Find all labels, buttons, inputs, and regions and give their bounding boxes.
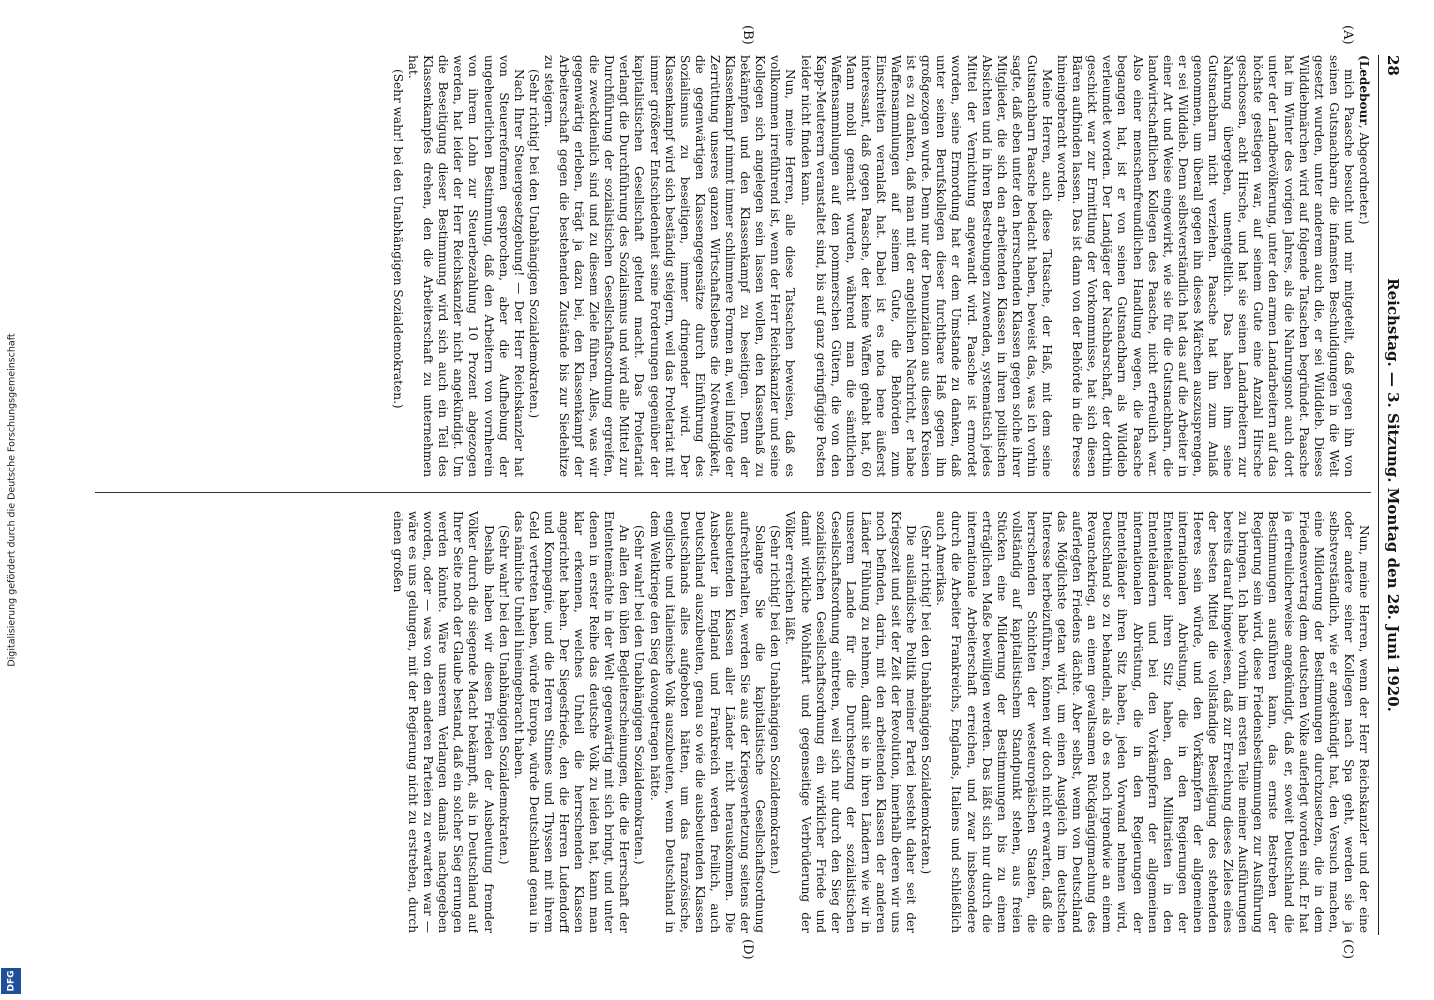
left-column-paragraph: (Sehr wahr! bei den Unabhängigen Sozialdemokraten.)	[391, 69, 405, 409]
rotated-page-content	[95, 25, 1405, 960]
margin-marker-d: (D)	[740, 939, 755, 960]
digitization-note: Digitalisierung gefördert durch die Deutsche Forschungsgemeinschaft	[6, 333, 18, 667]
speaker-name: (Ledebour	[1357, 55, 1371, 125]
header-rule	[1378, 55, 1379, 935]
right-column-paragraph: Deshalb haben wir diesen Frieden der Ausbeutung fremder Völker durch die siegende Macht bekämpft, als in Deutschland auf Ihrer Seite noch der Glaube bestand, daß ein solcher Sieg errungen werden könnte. Wäre unserem Verlangen damals nachgegeben worden, oder — was von den anderen Parteien zu erwarten war — wäre es uns gelungen, mit der Regierung nicht zu erstreben, durch einen großen	[391, 511, 496, 933]
margin-marker-a: (A)	[1340, 25, 1355, 45]
margin-marker-c: (C)	[1340, 939, 1355, 960]
right-column	[101, 511, 1371, 933]
column-divider	[95, 492, 1371, 493]
right-column-paragraph: (Sehr richtig! bei den Unabhängigen Sozialdemokraten.)	[768, 525, 783, 875]
left-column-paragraph: Nach Ihrer Steuergesetzgebung! — Der Herr Reichskanzler hat von Steuerreformen gesprochen, aber die Aufhebung der ungeheuerlichen Bestimmung, daß den Arbeitern von vornherein von ihrem Lohn zur Steuerbezahlung 10 Prozent abgezogen werden, hat leider der Herr Reichskanzler nicht angekündigt. Um die Beseitigung dieser Bestimmung wird sich auch ein Teil des Klassenkampfes drehen, den die Arbeiterschaft zu unternehmen hat.	[406, 55, 526, 477]
right-column-paragraph: (Sehr richtig! bei den Unabhängigen Sozialdemokraten.)	[919, 525, 934, 875]
left-column	[101, 55, 1371, 477]
left-column-paragraph: Meine Herren, auch diese Tatsache, der Haß, mit dem seine Gutsnachbarn Paasche bedacht haben, beweist das, was ich vorhin sagte, daß eben unter den herrschenden Klassen gegen solche ihrer Mitglieder, die sich den arbeitenden Klassen in ihren politischen Absichten und in ihren Bestrebungen zuwenden, systematisch jedes Mittel der Vernichtung angewandt wird. Paasche ist ermordet worden, seine Ermordung hat er dem Umstande zu danken, daß unter seinen Berufskollegen dieser furchtbare Haß gegen ihn großgezogen wurde. Denn nur der Denunziation aus diesen Kreisen ist es zu danken, daß man mit der angeblichen Nachricht, er habe Waffensammlungen auf seinem Gute, die Behörden zum Einschreiten veranlaßt hat. Dabei ist es nota bene äußerst interessant, daß gegen Paasche, der keine Waffen gehabt hat, 60 Mann mobil gemacht wurden, während man die sämtlichen Waffensammlungen auf den pommerschen Gütern, die von den Kapp-Meuterern veranstaltet sind, bis auf ganz geringfügige Posten leider nicht finden kann.	[798, 55, 1055, 477]
right-column-paragraph: Nun, meine Herren, wenn der Herr Reichskanzler und der eine oder andere seiner Kollegen nach Spa geht, werden sie ja selbstverständlich, wie er angekündigt hat, den Versuch machen, eine Milderung der Bestimmungen durchzusetzen, die in dem Friedensvertrag dem deutschen Volke auferlegt worden sind. Er hat ja erfreulicherweise angekündigt, daß er, soweit Deutschland die Bestimmungen ausführen kann, das ernste Bestreben der Regierung sein wird, diese Friedensbestimmungen zur Ausführung zu bringen. Ich habe vorhin im ersten Teile meiner Ausführungen bereits darauf hingewiesen, daß zur Erreichung dieses Zieles eines der besten Mittel die vollständige Beseitigung des stehenden Heeres sein würde, und den Vorkämpfern der allgemeinen internationalen Abrüstung, die in den Regierungen der Ententeländer ihren Sitz haben, den Militaristen in den Ententeländern und bei den Vorkämpfern der allgemeinen internationalen Abrüstung, die in den Regierungen der Ententeländer ihren Sitz haben, jeden Vorwand nehmen wird, Deutschland so zu behandeln, als ob es noch irgendwie an einem Revanchekrieg, an einem gewaltsamen Rückgängigmachung des auferlegten Friedens dächte. Aber selbst, wenn von Deutschland das Möglichste getan wird, um einen Ausgleich im deutschen Interesse herbeizuführen, können wir doch nicht erwarten, daß die herrschenden Schichten der westeuropäischen Staaten, die vollständig auf kapitalistischem Standpunkt stehen, aus freien Stücken eine Milderung der Bestimmungen bis zu einem erträglichen Maße bewilligen werden. Das läßt sich nur durch die internationale Arbeiterschaft erreichen, und zwar insbesondere durch die Arbeiter Frankreichs, Englands, Italiens und schließlich auch Amerikas.	[934, 511, 1371, 933]
left-column-paragraph: mich Paasche besucht und mir mitgeteilt, daß gegen ihn von seinen Gutsnachbarn die infamsten Beschuldigungen in die Welt gesetzt wurden, unter anderem auch die, er sei Wilddieb. Dieses Wilddiebmärchen wird auf folgende Tatsachen begründet. Paasche hat im Winter des vorigen Jahres, als die Nahrungsnot auch dort unter der Landbevölkerung, unter den armen Landarbeitern auf das höchste gestiegen war, auf seinem Gute eine Anzahl Hirsche geschossen, acht Hirsche, und hat sie seinen Landarbeitern zur Nahrung übergeben, unentgeltlich. Das haben ihm seine Gutsnachbarn nicht verziehen. Paasche hat ihn zum Anlaß genommen, um überall gegen ihn dieses Märchen auszusprengen, er sei Wilddieb. Denn selbstverständlich hat das auf die Arbeiter in einer Art und Weise eingewirkt, wie sie für die Gutsnachbarn, die landwirtschaftlichen Kollegen des Paasche, nicht erfreulich war. Also einer menschenfreundlichen Handlung wegen, die Paasche begangen hat, ist er von seinen Gutsnachbarn als Wilddieb verleumdet worden. Der Landjäger der Nachbarschaft, der dorthin geschickt war zur Ermittlung der Vorkommnisse, hat sich diesen Bären aufbinden lassen. Das ist dann von der Behörde in die Presse hineingebracht worden.	[1055, 55, 1356, 477]
right-column-paragraph: An allen den üblen Begleiterscheinungen, die die Herrschaft der Ententemächte in der Welt gegenwärtig mit sich bringt, und unter denen in erster Reihe das deutsche Volk zu leiden hat, kann man klar erkennen, welches Unheil die herrschenden Klassen angerichtet haben. Der Siegesfriede, den die Herren Ludendorff und Kompagnie, und die Herren Stinnes und Thyssen mit ihrem Geld vertreten haben, würde Europa, würde Deutschland genau in das nämliche Unheil hineingebracht haben.	[511, 511, 632, 933]
right-column-paragraph: Die ausländische Politik meiner Partei besteht daher seit der Kriegszeit und seit der Zeit der Revolution, innerhalb deren wir uns noch befinden, darin, mit den arbeitenden Klassen der anderen Länder Fühlung zu nehmen, damit sie in ihren Ländern wie wir in unserem Lande für die Durchsetzung der sozialistischen Gesellschaftsordnung eintreten, weil sich nur durch den Sieg der sozialistischen Gesellschaftsordnung ein wirklicher Friede und damit wirkliche Wohlfahrt und gegenseitige Verbrüderung der Völker erreichen läßt.	[783, 511, 919, 933]
document-page	[95, 25, 1405, 960]
right-column-paragraph: Solange Sie die kapitalistische Gesellschaftsordnung aufrechterhalten, werden Sie aus der Kriegsverhetzung seitens der ausbeutenden Klassen aller Länder nicht herauskommen. Die Ausbeuter in England und Frankreich werden freilich, auch Deutschland auszubeuten, genau so wie die ausbeutenden Klassen Deutschlands alles aufgeboten hätten, um das französische, englische und italienische Volk auszubeuten, wenn Deutschland in dem Weltkriege den Sieg davongetragen hätte.	[647, 511, 768, 933]
page-header	[1379, 55, 1405, 935]
dfg-logo: DFG	[1, 968, 21, 994]
page-title: Reichstag. — 3. Sitzung. Montag den 28. Juni 1920.	[1384, 278, 1402, 712]
left-column-paragraph: (Sehr richtig! bei den Unabhängigen Sozialdemokraten.)	[526, 69, 541, 419]
margin-marker-b: (B)	[740, 25, 755, 45]
left-column-paragraph: Nun, meine Herren, alle diese Tatsachen beweisen, daß es vollkommen irreführend ist, wenn der Herr Reichskanzler und seine Kollegen sich angelegen sein lassen wollen, den Klassenhaß zu bekämpfen und den Klassenkampf zu beseitigen. Denn der Klassenkampf nimmt immer schlimmere Formen an, weil infolge der Zerrüttung unseres ganzen Wirtschaftslebens die Notwendigkeit, die gegenwärtigen Klassengegensätze durch Einführung des Sozialismus zu beseitigen, immer dringender wird. Der Klassenkampf wird sich beständig steigern, weil das Proletariat mit immer größerer Entschiedenheit seine Forderungen gegenüber der kapitalistischen Gesellschaft geltend macht. Das Proletariat verlangt die Durchführung des Sozialismus und wird alle Mittel zur Durchführung der sozialistischen Gesellschaftsordnung ergreifen, die zweckdienlich sind und zu diesem Ziele führen. Alles, was wir gegenwärtig erleben, trägt ja dazu bei, den Klassenkampf der Arbeiterschaft gegen die bestehenden Zustände bis zur Siedehitze zu steigern.	[541, 55, 798, 477]
right-column-paragraph: (Sehr wahr! bei den Unabhängigen Sozialdemokraten.)	[496, 525, 511, 865]
page-number: 28	[1384, 55, 1402, 76]
left-column-paragraph	[1356, 55, 1371, 477]
right-column-paragraph: (Sehr wahr! bei den Unabhängigen Sozialdemokraten.)	[632, 525, 647, 865]
speaker-role: , Abgeordneter.)	[1357, 124, 1371, 225]
